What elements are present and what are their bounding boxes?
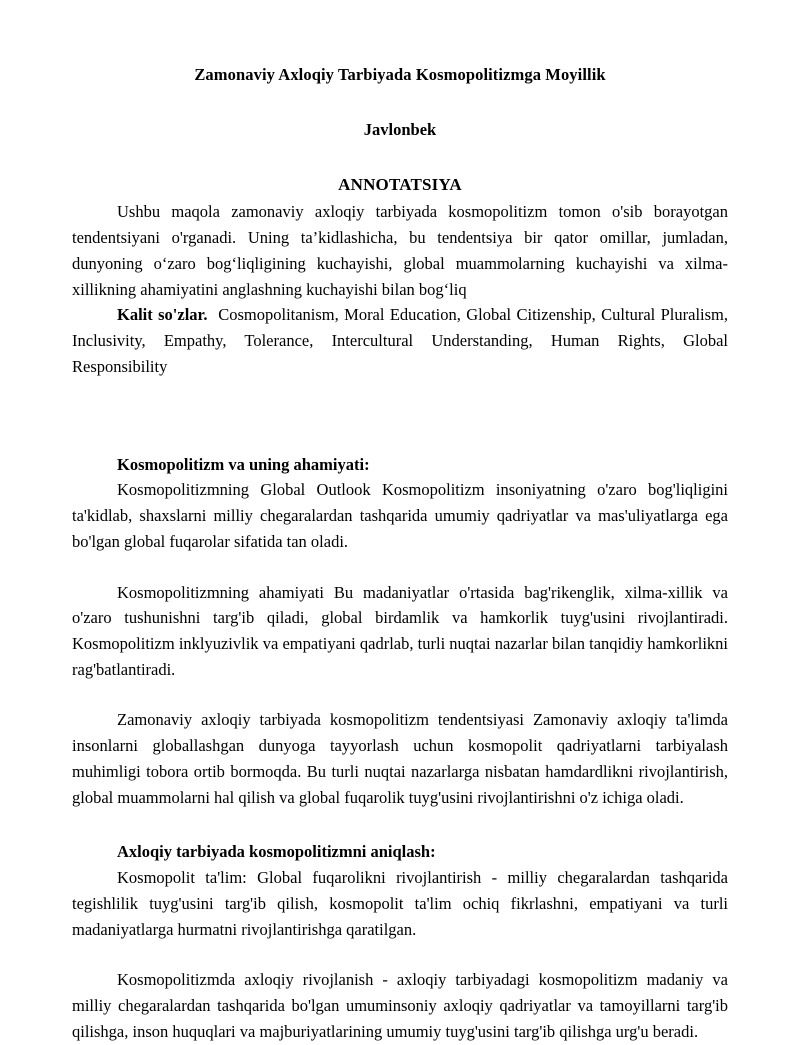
- section-heading-axloqiy-tarbiyada-aniqlash: Axloqiy tarbiyada kosmopolitizmni aniqlash:: [117, 842, 436, 862]
- section-heading-kosmopolitizm-ahamiyati: Kosmopolitizm va uning ahamiyati:: [117, 454, 370, 474]
- keywords-value: Cosmopolitanism, Moral Education, Global Citizenship, Cultural Pluralism, Inclusivity, Empathy, Tolerance, Intercultural Understanding, Human Rights, Global Responsibility: [72, 305, 728, 376]
- section-0-paragraph-1: Kosmopolitizmning ahamiyati Bu madaniyatlar o'rtasida bag'rikenglik, xilma-xillik va o'zaro tushunishni targ'ib qiladi, global birdamlik va hamkorlik tuyg'usini rivojlantiradi. Kosmopolitizm inklyuzivlik va empatiyani qadrlab, turli nuqtai nazarlar bilan tanqidiy hamkorlikni rag'batlantiradi.: [72, 582, 728, 679]
- paragraph-spacer: [72, 555, 728, 580]
- keywords-separator: [207, 305, 218, 324]
- section-0-paragraph-2: Zamonaviy axloqiy tarbiyada kosmopolitizm tendentsiyasi Zamonaviy axloqiy ta'limda insonlarni globallashgan dunyoga tayyorlash uchun kosmopolit qadriyatlarni tarbiyalash muhimligi tobora ortib bormoqda. Bu turli nuqtai nazarlarga nisbatan hamdardlikni rivojlantirish, global muammolarni hal qilish va global fuqarolik tuyg'usini rivojlantirishni o'z ichiga oladi.: [72, 710, 728, 807]
- keywords-label: Kalit so'zlar.: [117, 305, 208, 325]
- abstract-heading: ANNOTATSIYA: [338, 174, 462, 194]
- section-spacer: [72, 380, 728, 452]
- page-title: Zamonaviy Axloqiy Tarbiyada Kosmopolitizmga Moyillik: [194, 65, 606, 84]
- keywords-paragraph: [72, 302, 728, 379]
- section-1-paragraph-1: Kosmopolitizmda axloqiy rivojlanish - axloqiy tarbiyadagi kosmopolitizm madaniy va milliy chegaralardan tashqarida bo'lgan umuminsoniy axloqiy qadriyatlar va tamoyillarni targ'ib qilishga, inson huquqlari va majburiyatlarining umumiy tuyg'usini targ'ib qilishga urg'u beradi.: [72, 970, 728, 1041]
- paragraph-spacer: [72, 682, 728, 707]
- document-text-column: [72, 0, 728, 1045]
- author-name: Javlonbek: [363, 120, 437, 140]
- section-0-paragraph-0: Kosmopolitizmning Global Outlook Kosmopolitizm insoniyatning o'zaro bog'liqligini ta'kidlab, shaxslarni milliy chegaralardan tashqarida umumiy qadriyatlar va mas'uliyatlarga ega bo'lgan global fuqarolar sifatida tan oladi.: [72, 480, 728, 551]
- paragraph-spacer: [72, 942, 728, 967]
- section-1-paragraph-0: Kosmopolit ta'lim: Global fuqarolikni rivojlantirish - milliy chegaralardan tashqarida tegishlilik tuyg'usini targ'ib qilish, kosmopolit ta'lim ochiq fikrlashni, empatiyani va turli madaniyatlarga hurmatni rivojlantirishga qaratilgan.: [72, 868, 728, 939]
- paragraph-spacer: [72, 810, 728, 835]
- abstract-paragraph: Ushbu maqola zamonaviy axloqiy tarbiyada kosmopolitizm tomon o'sib borayotgan tendentsiyani o'rganadi. Uning ta’kidlashicha, bu tendentsiya bir qator omillar, jumladan, dunyoning o‘zaro bog‘liqligining kuchayishi, global muammolarning kuchayishi va xilma-xillikning ahamiyatini anglashning kuchayishi bilan bog‘liq: [72, 202, 728, 299]
